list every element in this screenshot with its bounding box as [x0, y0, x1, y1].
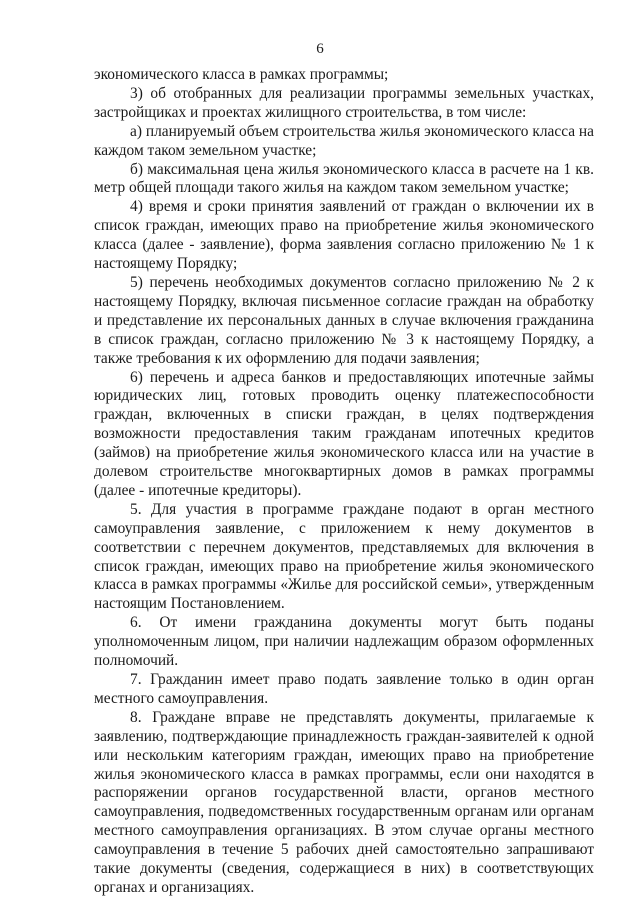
paragraph-item-5: 5) перечень необходимых документов согласно приложению № 2 к настоящему Порядку, включая письменное согласие граждан на обработку и представление их персональных данных в случае включения гражданина в список граждан, согласно приложению № 3 к настоящему Порядку, а также требования к их оформлению для подачи заявления;	[94, 273, 594, 367]
paragraph-item-4: 4) время и сроки принятия заявлений от граждан о включении их в список граждан, имеющих право на приобретение жилья экономического класса (далее - заявление), форма заявления согласно приложению № 1 к настоящему Порядку;	[94, 198, 594, 273]
paragraph-continuation: экономического класса в рамках программы;	[94, 66, 389, 83]
paragraph-clause-7: 7. Гражданин имеет право подать заявление только в один орган местного самоуправления.	[94, 671, 594, 707]
paragraph-subitem-a: а) планируемый объем строительства жилья экономического класса на каждом таком земельном участке;	[94, 122, 594, 159]
paragraph-clause-5: 5. Для участия в программе граждане подают в орган местного самоуправления заявление, с приложением к нему документов в соответствии с перечнем документов, представляемых для включения в список граждан, имеющих право на приобретение жилья экономического класса в рамках программы «Жилье для российской семьи», утвержденным настоящим Постановлением.	[94, 500, 594, 613]
page-number: 6	[316, 41, 324, 57]
paragraph-clause-8: 8. Граждане вправе не представлять документы, прилагаемые к заявлению, подтверждающие принадлежность граждан-заявителей к одной или нескольким категориям граждан, имеющих право на приобретение жилья экономического класса в рамках программы, если они находятся в распоряжении органов государственной власти, органов местного самоуправления, подведомственных государственным органам или органам местного самоуправления организациях. В этом случае органы местного самоуправления в течение 5 рабочих дней самостоятельно запрашивают такие документы (сведения, содержащиеся в них) в соответствующих органах и организациях.	[94, 708, 594, 896]
paragraph-item-6: 6) перечень и адреса банков и предоставляющих ипотечные займы юридических лиц, готовых проводить оценку платежеспособности граждан, включенных в списки граждан, в целях подтверждения возможности предоставления таким гражданам ипотечных кредитов (займов) на приобретение жилья экономического класса или на участие в долевом строительстве многоквартирных домов в рамках программы (далее - ипотечные кредиторы).	[94, 368, 594, 499]
paragraph-item-3: 3) об отобранных для реализации программы земельных участках, застройщиках и проектах жилищного строительства, в том числе:	[94, 84, 594, 121]
paragraph-subitem-b: б) максимальная цена жилья экономического класса в расчете на 1 кв. метр общей площади такого жилья на каждом таком земельном участке;	[94, 160, 594, 197]
paragraph-clause-6: 6. От имени гражданина документы могут быть поданы уполномоченным лицом, при наличии надлежащим образом оформленных полномочий.	[94, 614, 594, 670]
document-body	[94, 66, 594, 898]
